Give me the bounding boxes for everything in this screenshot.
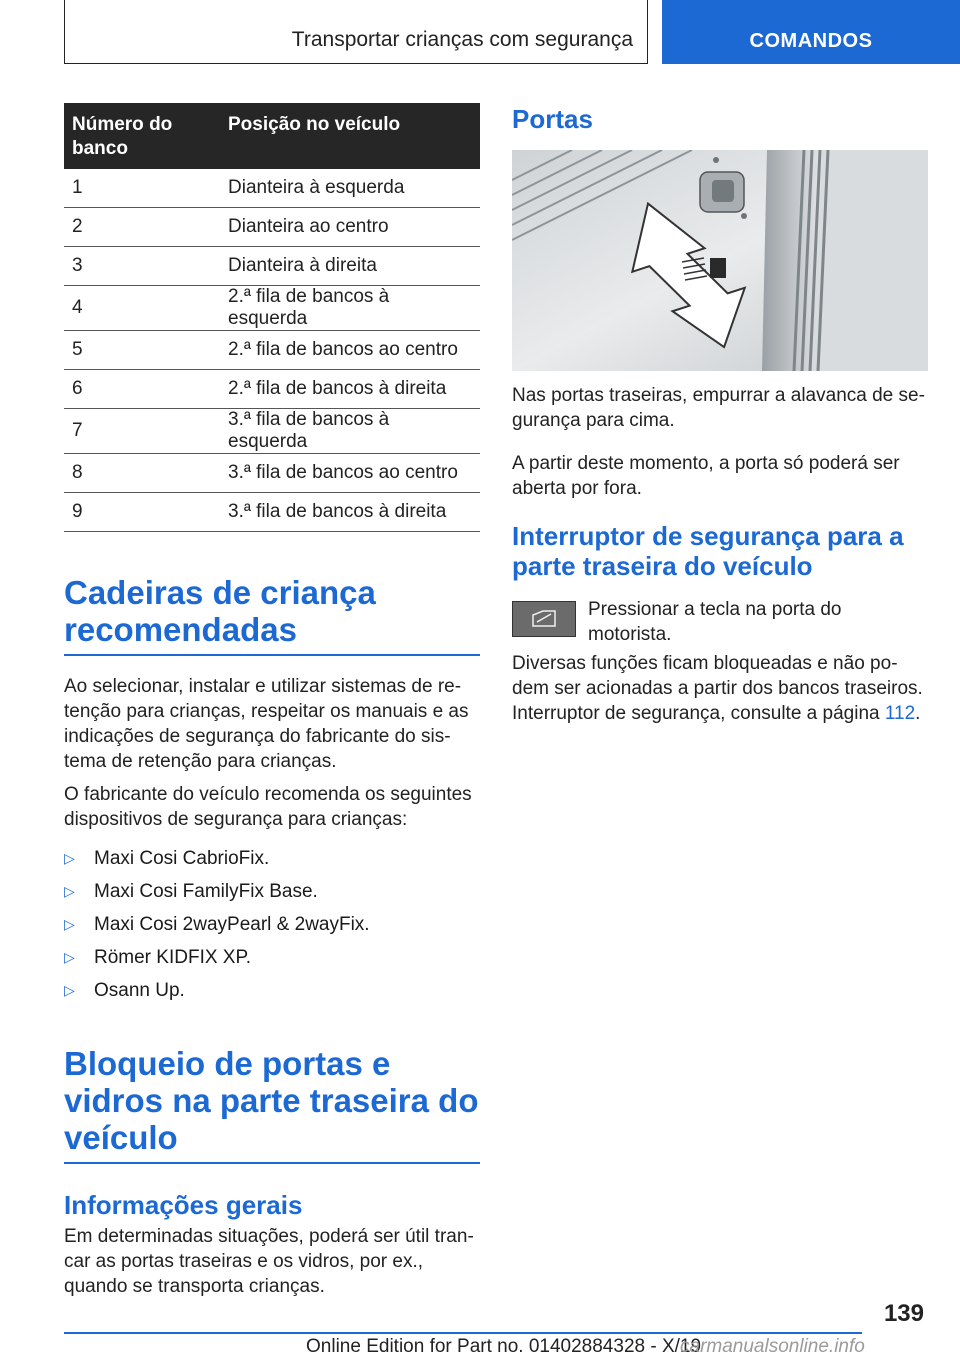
list-item-text: Römer KIDFIX XP. — [94, 947, 251, 968]
seat-number: 1 — [64, 169, 220, 208]
seat-position: Dianteira ao centro — [220, 208, 480, 247]
list-item-text: Osann Up. — [94, 980, 185, 1001]
switch-heading: Interruptor de segurança para a parte traseira do veículo — [512, 521, 904, 581]
chapter-tab[interactable]: COMANDOS — [662, 0, 960, 64]
seat-number: 6 — [64, 370, 220, 409]
general-info-heading: Informações gerais — [64, 1190, 303, 1220]
recommended-seats-heading: Cadeiras de criança recomendadas — [64, 574, 480, 656]
triangle-bullet-icon: ▷ — [64, 982, 75, 998]
seat-number: 7 — [64, 409, 220, 454]
triangle-bullet-icon: ▷ — [64, 916, 75, 932]
seat-position: 3.ª fila de bancos à direita — [220, 493, 480, 532]
key-instruction: Pressionar a tecla na porta do motorista. — [588, 599, 842, 645]
table-header-seat-number: Número do banco — [64, 103, 220, 169]
table-row — [64, 493, 480, 532]
recommended-seat-list — [64, 846, 480, 1003]
list-item — [64, 912, 480, 937]
left-column — [64, 103, 480, 1299]
footer-edition: Online Edition for Part no. 01402884328 - X/19 — [306, 1336, 702, 1357]
table-row — [64, 454, 480, 493]
lock-heading: Bloqueio de portas e vidros na parte traseira do veículo — [64, 1045, 480, 1164]
seat-number: 3 — [64, 247, 220, 286]
doors-paragraph-1: Nas portas traseiras, empurrar a alavanca de segurança para cima. — [512, 385, 925, 431]
seat-position: Dianteira à direita — [220, 247, 480, 286]
page-number: 139 — [883, 1300, 924, 1327]
recommended-list-intro: O fabricante do veículo recomenda os seguintes dispositivos de segurança para crianças: — [64, 784, 472, 830]
seat-position: 2.ª fila de bancos à direita — [220, 370, 480, 409]
list-item — [64, 846, 480, 871]
footer-watermark: carmanualsonline.info — [680, 1336, 865, 1357]
right-column — [512, 100, 928, 726]
seat-position-table — [64, 103, 480, 532]
list-item — [64, 945, 480, 970]
table-header-row — [64, 103, 480, 169]
table-row — [64, 370, 480, 409]
doors-paragraph-2: A partir deste momento, a porta só poderá ser aberta por fora. — [512, 453, 900, 499]
table-row — [64, 208, 480, 247]
triangle-bullet-icon: ▷ — [64, 883, 75, 899]
recommended-intro-paragraph: Ao selecionar, instalar e utilizar sistemas de retenção para crianças, respeitar os manuais e as indicações de segurança do fabricante do sistema de retenção para crianças. — [64, 676, 469, 772]
seat-position: 2.ª fila de bancos à esquerda — [220, 286, 480, 331]
table-row — [64, 247, 480, 286]
triangle-bullet-icon: ▷ — [64, 850, 75, 866]
window-lock-key-icon — [512, 601, 576, 637]
seat-number: 4 — [64, 286, 220, 331]
table-header-position: Posição no veículo — [220, 103, 480, 169]
door-child-lock-illustration — [512, 150, 928, 371]
doors-heading: Portas — [512, 104, 593, 134]
general-info-paragraph: Em determinadas situações, poderá ser útil trancar as portas traseiras e os vidros, por ex., quando se transporta crianças. — [64, 1226, 474, 1297]
page-reference-link[interactable]: 112 — [884, 703, 916, 724]
list-item-text: Maxi Cosi CabrioFix. — [94, 848, 270, 869]
seat-number: 8 — [64, 454, 220, 493]
seat-number: 5 — [64, 331, 220, 370]
switch-paragraph-end: . — [915, 703, 921, 724]
table-row — [64, 169, 480, 208]
seat-position: Dianteira à esquerda — [220, 169, 480, 208]
seat-position: 3.ª fila de bancos à esquerda — [220, 409, 480, 454]
seat-number: 9 — [64, 493, 220, 532]
list-item — [64, 879, 480, 904]
list-item-text: Maxi Cosi FamilyFix Base. — [94, 881, 318, 902]
list-item — [64, 978, 480, 1003]
list-item-text: Maxi Cosi 2wayPearl & 2wayFix. — [94, 914, 370, 935]
seat-position: 2.ª fila de bancos ao centro — [220, 331, 480, 370]
seat-position: 3.ª fila de bancos ao centro — [220, 454, 480, 493]
section-title: Transportar crianças com segurança — [291, 28, 633, 51]
table-row — [64, 331, 480, 370]
switch-paragraph-text: Diversas funções ficam bloqueadas e não podem ser acionadas a partir dos bancos traseiros. Interruptor de segurança, consulte a página — [512, 653, 923, 724]
footer-divider — [64, 1332, 862, 1334]
table-row — [64, 286, 480, 331]
triangle-bullet-icon: ▷ — [64, 949, 75, 965]
seat-number: 2 — [64, 208, 220, 247]
header-section-box — [64, 0, 648, 64]
table-row — [64, 409, 480, 454]
switch-paragraph — [512, 651, 928, 726]
key-row — [512, 597, 928, 647]
